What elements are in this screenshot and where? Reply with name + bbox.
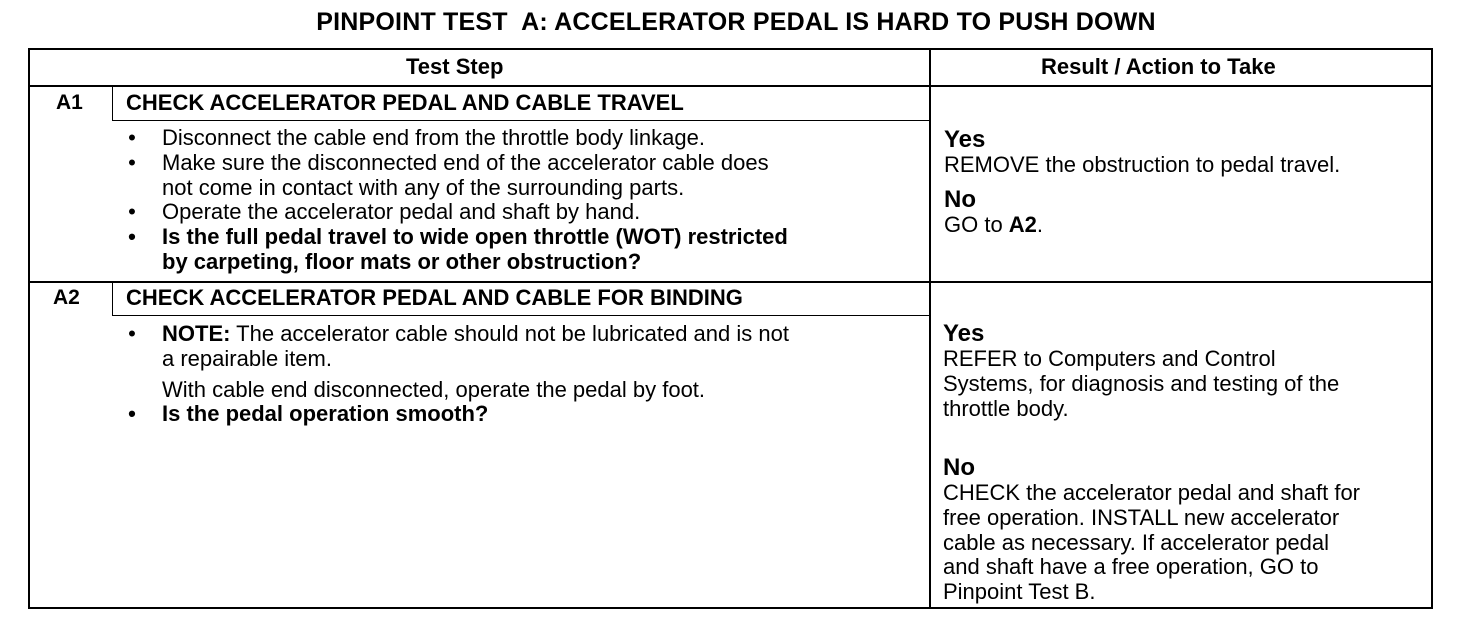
list-item: • Operate the accelerator pedal and shaft by hand. <box>125 200 788 225</box>
table-right-border <box>1431 48 1433 609</box>
a1-heading-divider <box>112 120 931 121</box>
list-item-note: • NOTE: The accelerator cable should not be lubricated and is not a repairable item. <box>125 322 789 372</box>
header-result-action: Result / Action to Take <box>1041 54 1276 79</box>
step-heading-a2: CHECK ACCELERATOR PEDAL AND CABLE FOR BINDING <box>126 285 743 310</box>
result-a1 <box>944 126 1340 238</box>
step-a2-checklist <box>125 322 789 427</box>
bullet-icon: • <box>128 149 136 175</box>
list-item: With cable end disconnected, operate the pedal by foot. <box>162 376 706 402</box>
bullet-icon: • <box>128 199 136 225</box>
step-row-divider <box>28 281 1433 283</box>
note-label: NOTE: <box>162 321 231 346</box>
bullet-icon: • <box>128 224 136 250</box>
list-item: • Disconnect the cable end from the throttle body linkage. <box>125 126 788 151</box>
a1-id-divider <box>112 86 113 121</box>
result-no-text: GO to A2. <box>944 211 1044 237</box>
step-id-a2: A2 <box>53 286 80 309</box>
result-a2-yes: Yes REFER to Computers and Control Systems, for diagnosis and testing of the throttle body. <box>943 320 1340 421</box>
table-left-border <box>28 48 30 609</box>
table-bottom-border <box>28 607 1433 609</box>
result-yes-label: Yes <box>944 126 986 153</box>
page-title: PINPOINT TEST A: ACCELERATOR PEDAL IS HARD TO PUSH DOWN <box>316 8 1156 36</box>
step-a1-checklist <box>125 126 788 275</box>
result-no-label: No <box>944 185 976 213</box>
list-item-question: • Is the full pedal travel to wide open throttle (WOT) restricted by carpeting, floor mats or other obstruction? <box>125 225 788 275</box>
result-a2-no: No CHECK the accelerator pedal and shaft for free operation. INSTALL new accelerator cable as necessary. If accelerator pedal and shaft have a free operation, GO to Pinpoint Test B. <box>943 454 1361 605</box>
step-heading-a1: CHECK ACCELERATOR PEDAL AND CABLE TRAVEL <box>126 90 684 115</box>
list-item: • Make sure the disconnected end of the accelerator cable does not come in contact with any of the surrounding parts. <box>125 151 788 201</box>
step-id-a1: A1 <box>56 91 83 114</box>
bullet-icon: • <box>128 125 136 150</box>
a2-id-divider <box>112 282 113 316</box>
result-yes-label: Yes <box>943 320 985 347</box>
column-divider <box>929 48 931 609</box>
bullet-icon: • <box>128 401 136 427</box>
header-row-divider <box>28 85 1433 87</box>
a2-heading-divider <box>112 315 931 316</box>
bullet-icon: • <box>128 321 136 346</box>
header-test-step: Test Step <box>406 54 504 79</box>
result-no-label: No <box>943 454 975 481</box>
table-top-border <box>28 48 1433 50</box>
list-item-question: • Is the pedal operation smooth? <box>125 402 789 427</box>
result-yes-text: REMOVE the obstruction to pedal travel. <box>944 152 1341 177</box>
